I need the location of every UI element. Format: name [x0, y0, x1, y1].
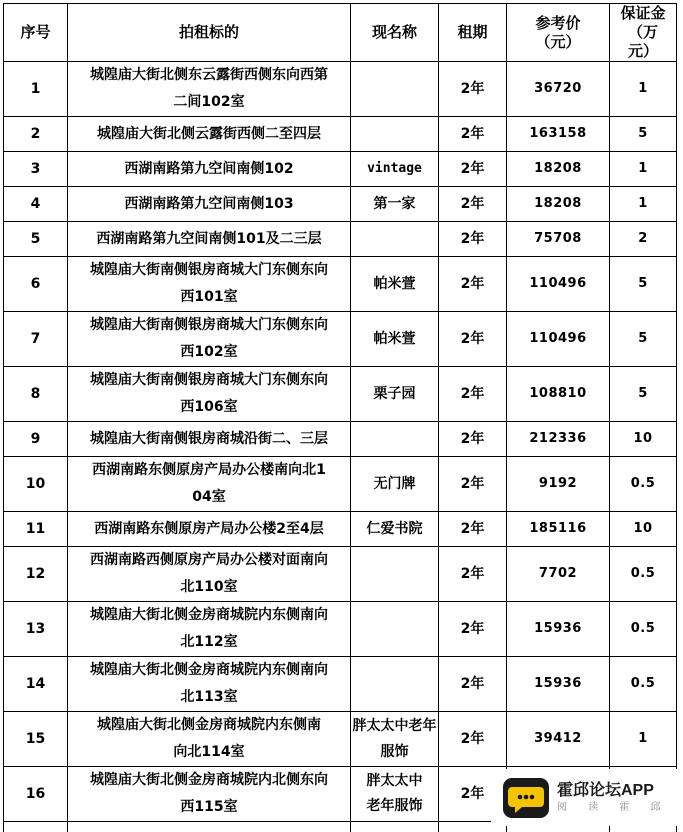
cell-current-name: 帕米萱 — [351, 312, 439, 367]
table-row — [4, 457, 677, 512]
cell-current-name — [351, 767, 439, 822]
cell-ref-price: 18208 — [507, 187, 610, 222]
cell-deposit: 10 — [610, 512, 677, 547]
cell-seq: 6 — [4, 257, 68, 312]
chat-bubble-icon — [503, 778, 549, 818]
cell-target-line: 西湖南路东侧原房产局办公楼2至4层 — [74, 516, 344, 543]
cell-target — [68, 657, 351, 712]
cell-ref-price: 15936 — [507, 602, 610, 657]
cell-target — [68, 457, 351, 512]
cell-current-name: 无门牌 — [351, 457, 439, 512]
cell-target — [68, 712, 351, 767]
cell-current-name — [351, 62, 439, 117]
cell-target-line: 西湖南路西侧原房产局办公楼对面南向 — [74, 547, 344, 574]
cell-lease: 2年 — [439, 547, 507, 602]
cell-current-name: 栗子园 — [351, 367, 439, 422]
cell-target — [68, 222, 351, 257]
cell-target — [68, 547, 351, 602]
watermark-title: 霍邱论坛APP — [557, 781, 670, 801]
cell-target-line: 北110室 — [74, 574, 344, 601]
header-lease: 租期 — [439, 4, 507, 62]
cell-lease: 2年 — [439, 457, 507, 512]
cell-target — [68, 257, 351, 312]
cell-deposit: 1 — [610, 187, 677, 222]
cell-target-line: 城隍庙大街北侧金房商城院内东侧南向 — [74, 602, 344, 629]
cell-seq: 15 — [4, 712, 68, 767]
cell-target-line: 城隍庙大街北侧金房商城院内东侧南向 — [74, 657, 344, 684]
cell-seq: 1 — [4, 62, 68, 117]
table-row — [4, 367, 677, 422]
cell-deposit: 5 — [610, 367, 677, 422]
cell-lease: 2年 — [439, 767, 507, 822]
cell-deposit: 1 — [610, 152, 677, 187]
cell-empty — [68, 822, 351, 832]
table-row — [4, 512, 677, 547]
cell-deposit: 5 — [610, 117, 677, 152]
cell-lease: 2年 — [439, 62, 507, 117]
cell-ref-price: 15936 — [507, 657, 610, 712]
cell-ref-price: 36720 — [507, 62, 610, 117]
cell-lease: 2年 — [439, 712, 507, 767]
cell-deposit: 5 — [610, 312, 677, 367]
cell-target-line: 西101室 — [74, 284, 344, 311]
cell-lease: 2年 — [439, 367, 507, 422]
cell-lease: 2年 — [439, 422, 507, 457]
cell-ref-price: 7702 — [507, 547, 610, 602]
cell-seq: 8 — [4, 367, 68, 422]
cell-current-name: 帕米萱 — [351, 257, 439, 312]
cell-empty — [4, 822, 68, 832]
cell-target-line: 北112室 — [74, 629, 344, 656]
cell-current-name: vintage — [351, 152, 439, 187]
header-deposit: 保证金 （万 元） — [610, 4, 677, 62]
cell-seq: 14 — [4, 657, 68, 712]
cell-target — [68, 767, 351, 822]
cell-target-line: 城隍庙大街南侧银房商城大门东侧东向 — [74, 312, 344, 339]
cell-current-name: 仁爱书院 — [351, 512, 439, 547]
cell-deposit: 1 — [610, 712, 677, 767]
cell-lease: 2年 — [439, 117, 507, 152]
cell-ref-price: 185116 — [507, 512, 610, 547]
header-current-name: 现名称 — [351, 4, 439, 62]
cell-target-line: 西湖南路第九空间南侧103 — [74, 191, 344, 218]
cell-seq: 12 — [4, 547, 68, 602]
table-row — [4, 422, 677, 457]
cell-target-line: 城隍庙大街北侧云露街西侧二至四层 — [74, 121, 344, 148]
cell-target — [68, 512, 351, 547]
table-row — [4, 222, 677, 257]
cell-target — [68, 117, 351, 152]
cell-ref-price: 110496 — [507, 257, 610, 312]
table-row — [4, 187, 677, 222]
cell-lease: 2年 — [439, 657, 507, 712]
cell-ref-price: 110496 — [507, 312, 610, 367]
cell-target-line: 城隍庙大街南侧银房商城沿街二、三层 — [74, 426, 344, 453]
cell-ref-price: 9192 — [507, 457, 610, 512]
cell-deposit: 2 — [610, 222, 677, 257]
cell-ref-price: 39412 — [507, 712, 610, 767]
cell-target-line: 西湖南路第九空间南侧101及二三层 — [74, 226, 344, 253]
cell-lease: 2年 — [439, 222, 507, 257]
cell-target-line: 西102室 — [74, 339, 344, 366]
table-row — [4, 257, 677, 312]
table-row — [4, 602, 677, 657]
cell-current-name: 胖太太中老年服饰 — [351, 712, 439, 767]
cell-seq: 4 — [4, 187, 68, 222]
cell-target — [68, 62, 351, 117]
cell-target-line: 城隍庙大街北侧金房商城院内东侧南 — [74, 712, 344, 739]
cell-current-name — [351, 422, 439, 457]
cell-ref-price: 108810 — [507, 367, 610, 422]
table-row — [4, 712, 677, 767]
cell-empty — [351, 822, 439, 832]
cell-seq: 16 — [4, 767, 68, 822]
cell-lease: 2年 — [439, 602, 507, 657]
cell-target — [68, 312, 351, 367]
watermark-subtitle: 阅 读 霍 邱 — [557, 801, 670, 815]
cell-seq: 7 — [4, 312, 68, 367]
cell-lease: 2年 — [439, 152, 507, 187]
cell-target-line: 向北114室 — [74, 739, 344, 766]
cell-current-name: 第一家 — [351, 187, 439, 222]
cell-target-line: 二间102室 — [74, 89, 344, 116]
table-row — [4, 117, 677, 152]
cell-target-line: 西115室 — [74, 794, 344, 821]
cell-seq: 5 — [4, 222, 68, 257]
cell-target — [68, 367, 351, 422]
cell-current-name — [351, 222, 439, 257]
cell-target — [68, 152, 351, 187]
cell-lease: 2年 — [439, 187, 507, 222]
header-target: 拍租标的 — [68, 4, 351, 62]
cell-lease: 2年 — [439, 312, 507, 367]
cell-seq: 10 — [4, 457, 68, 512]
cell-seq: 3 — [4, 152, 68, 187]
cell-deposit: 0.5 — [610, 457, 677, 512]
cell-deposit: 5 — [610, 257, 677, 312]
cell-seq: 2 — [4, 117, 68, 152]
header-row — [4, 4, 677, 62]
cell-target — [68, 187, 351, 222]
cell-target — [68, 422, 351, 457]
cell-current-name — [351, 602, 439, 657]
cell-target-line: 城隍庙大街北侧金房商城院内北侧东向 — [74, 767, 344, 794]
header-ref-price: 参考价 （元） — [507, 4, 610, 62]
header-seq: 序号 — [4, 4, 68, 62]
cell-deposit: 0.5 — [610, 657, 677, 712]
lease-auction-table — [3, 3, 677, 832]
cell-deposit: 10 — [610, 422, 677, 457]
cell-name-line: 胖太太中 — [351, 769, 438, 794]
cell-ref-price: 75708 — [507, 222, 610, 257]
cell-target — [68, 602, 351, 657]
cell-target-line: 西106室 — [74, 394, 344, 421]
cell-deposit: 1 — [610, 62, 677, 117]
app-watermark — [491, 769, 683, 826]
table-row — [4, 657, 677, 712]
table-row — [4, 312, 677, 367]
cell-target-line: 西湖南路东侧原房产局办公楼南向北1 — [74, 457, 344, 484]
cell-target-line: 城隍庙大街北侧东云露街西侧东向西第 — [74, 62, 344, 89]
cell-deposit: 0.5 — [610, 547, 677, 602]
cell-ref-price: 163158 — [507, 117, 610, 152]
cell-ref-price: 212336 — [507, 422, 610, 457]
cell-target-line: 城隍庙大街南侧银房商城大门东侧东向 — [74, 367, 344, 394]
cell-target-line: 北113室 — [74, 684, 344, 711]
table-row — [4, 152, 677, 187]
cell-seq: 11 — [4, 512, 68, 547]
cell-current-name — [351, 547, 439, 602]
cell-target-line: 西湖南路第九空间南侧102 — [74, 156, 344, 183]
cell-ref-price: 18208 — [507, 152, 610, 187]
cell-seq: 13 — [4, 602, 68, 657]
cell-lease: 2年 — [439, 512, 507, 547]
table-row — [4, 62, 677, 117]
cell-current-name — [351, 117, 439, 152]
cell-lease: 2年 — [439, 257, 507, 312]
cell-target-line: 城隍庙大街南侧银房商城大门东侧东向 — [74, 257, 344, 284]
table-row — [4, 547, 677, 602]
cell-seq: 9 — [4, 422, 68, 457]
cell-target-line: 04室 — [74, 484, 344, 511]
cell-name-line: 老年服饰 — [351, 794, 438, 819]
cell-deposit: 0.5 — [610, 602, 677, 657]
cell-current-name — [351, 657, 439, 712]
